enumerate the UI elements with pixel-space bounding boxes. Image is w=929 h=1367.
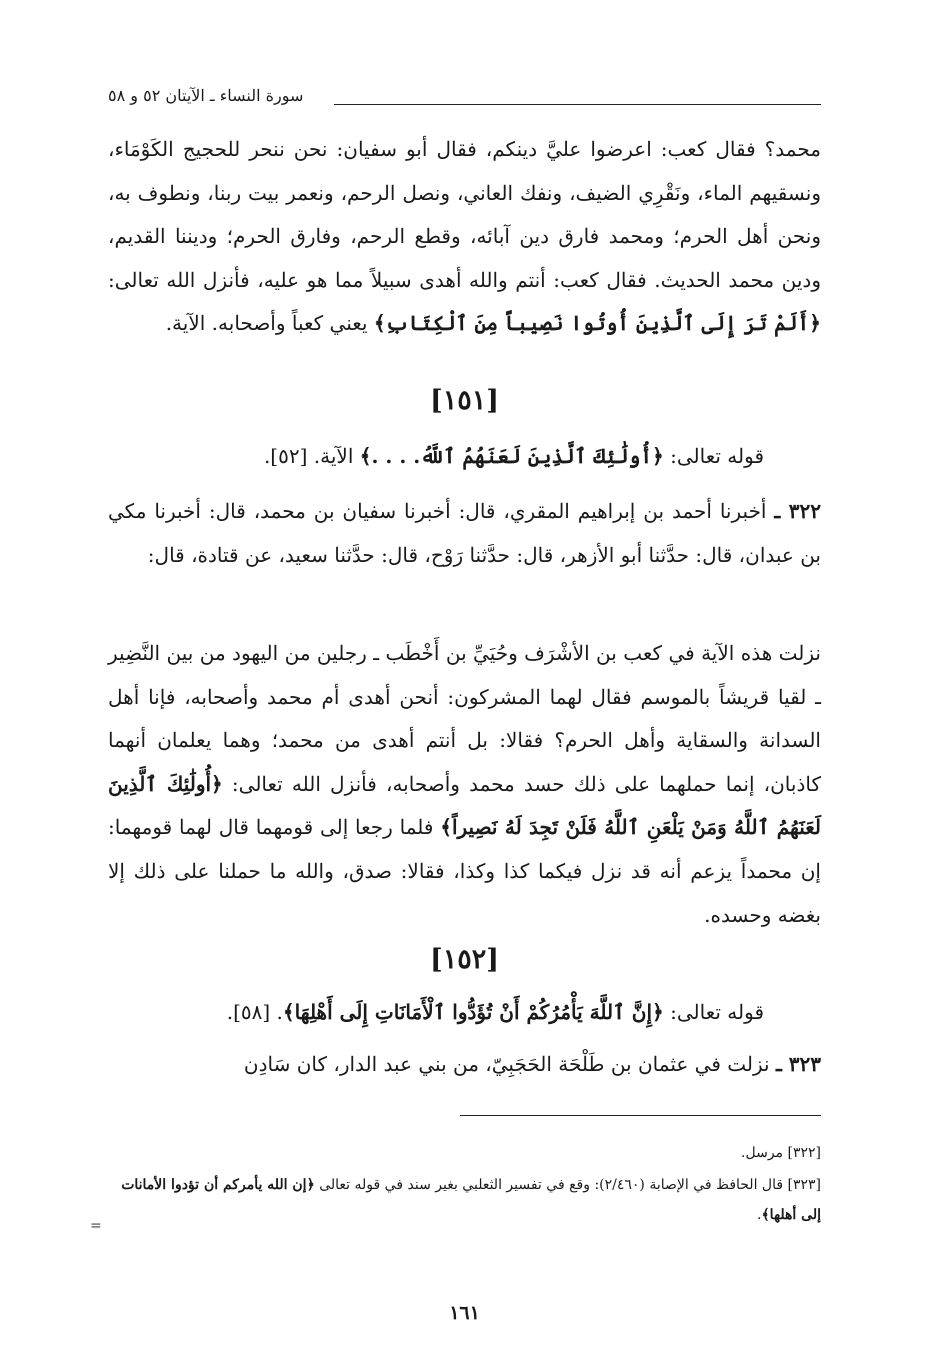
hadith-number: ٣٢٣ ـ — [775, 1052, 821, 1076]
verse-reference: الآية. [٥٢]. — [263, 444, 360, 468]
hadith-323-text — [108, 1052, 821, 1076]
hadith-number: ٣٢٢ ـ — [774, 499, 821, 523]
quran-verse: ﴿إِنَّ ٱللَّهَ يَأْمُرُكُمْ أَنْ تُؤَدُّوا ٱلْأَمَانَاتِ إِلَى أَهْلِهَا﴾ — [282, 1000, 664, 1024]
section-heading-151: [١٥١] — [429, 385, 500, 416]
verse-line-152 — [108, 1000, 764, 1024]
page-number: ١٦١ — [449, 1302, 480, 1324]
quran-verse: ﴿أُولَٰئِكَ ٱلَّذِينَ لَعَنَهُمُ ٱللَّهُ وَمَنْ يَلْعَنِ ٱللَّهُ فَلَنْ تَجِدَ لَهُ نَصِيراً﴾ — [108, 771, 822, 840]
isnad-text: أخبرنا أحمد بن إبراهيم المقري، قال: أخبرنا سفيان بن محمد، قال: أخبرنا مكي بن عبدان، قال: حدَّثنا أبو الأزهر، قال: حدَّثنا رَوْح، قال: حدَّثنا سعيد، عن قتادة، قال: — [108, 499, 821, 567]
header-rule — [334, 104, 821, 105]
hadith-text-part1: نزلت هذه الآية في كعب بن الأشْرَف وحُيَيِّ بن أَخْطَب ـ رجلين من اليهود من بين النَّضِير ـ لقيا قريشاً بالموسم فقال لهما المشركون: أنحن أهدى أم محمد وأصحابه، فإنا أهل السدانة والسقاية وأهل الحرم؟ فقالا: بل أنتم أهدى من محمد؛ وهما يعلمان أنهما كاذبان، إنما حملهما على ذلك حسد محمد وأصحابه، فأنزل الله تعالى: — [108, 641, 821, 796]
hadith-323-body: نزلت في عثمان بن طَلْحَة الحَجَبِيّ، من بني عبد الدار، كان سَادِن — [243, 1052, 776, 1076]
continuation-paragraph — [108, 128, 821, 346]
footnote-end: . — [757, 1207, 762, 1223]
hadith-322-isnad — [108, 490, 821, 577]
quran-verse: ﴿أَلَمْ تَرَ إِلَى ٱلَّذِينَ أُوتُوا نَصِيباً مِنَ ٱلْكِتَابِ﴾ — [373, 311, 821, 336]
continuation-text: محمد؟ فقال كعب: اعرضوا عليَّ دينكم، فقال أبو سفيان: نحن ننحر للحجيج الكَوْمَاء، ونسقيهم الماء، ونَقْرِي الضيف، ونفك العاني، ونصل الرحم، ونعمر بيت ربنا، ونطوف به، ونحن أهل الحرم؛ ومحمد فارق دين آبائه، وقطع الرحم، وفارق الحرم؛ وديننا القديم، ودين محمد الحديث. فقال كعب: أنتم والله أهدى سبيلاً مما هو عليه، فأنزل الله تعالى: — [108, 137, 821, 292]
verse-reference: . [٥٨]. — [226, 1000, 283, 1024]
footnote-rule — [460, 1115, 821, 1116]
verse-intro: قوله تعالى: — [663, 1000, 764, 1024]
verse-intro: قوله تعالى: — [663, 444, 764, 468]
running-header — [108, 86, 821, 112]
header-title: سورة النساء ـ الآيتان ٥٢ و ٥٨ — [108, 86, 304, 105]
continuation-mark: = — [90, 1218, 102, 1234]
verse-line-151 — [108, 444, 764, 468]
footnote-verse: ﴿إن الله يأمركم أن تؤدوا الأمانات إلى أهلها﴾ — [121, 1177, 821, 1223]
footnote-322: [٣٢٢] مرسل. — [741, 1145, 821, 1161]
continuation-end: يعني كعباً وأصحابه. الآية. — [165, 311, 374, 336]
hadith-text-part2: فلما رجعا إلى قومهما قال لهما قومهما: إن محمداً يزعم أنه قد نزل فيكما كذا وكذا، فقالا: صدق، والله ما حملنا على ذلك إلا بغضه وحسده. — [108, 815, 821, 927]
quran-verse: ﴿أُولَٰئِكَ ٱلَّذِينَ لَعَنَهُمُ ٱللَّهُ. . . .﴾ — [359, 444, 664, 468]
section-heading-152: [١٥٢] — [429, 944, 500, 975]
footnote-text: [٣٢٣] قال الحافظ في الإصابة (٢/٤٦٠): وقع في تفسير الثعلبي بغير سند في قوله تعالى — [314, 1177, 821, 1193]
hadith-322-text — [108, 632, 821, 937]
footnote-323 — [108, 1170, 821, 1230]
